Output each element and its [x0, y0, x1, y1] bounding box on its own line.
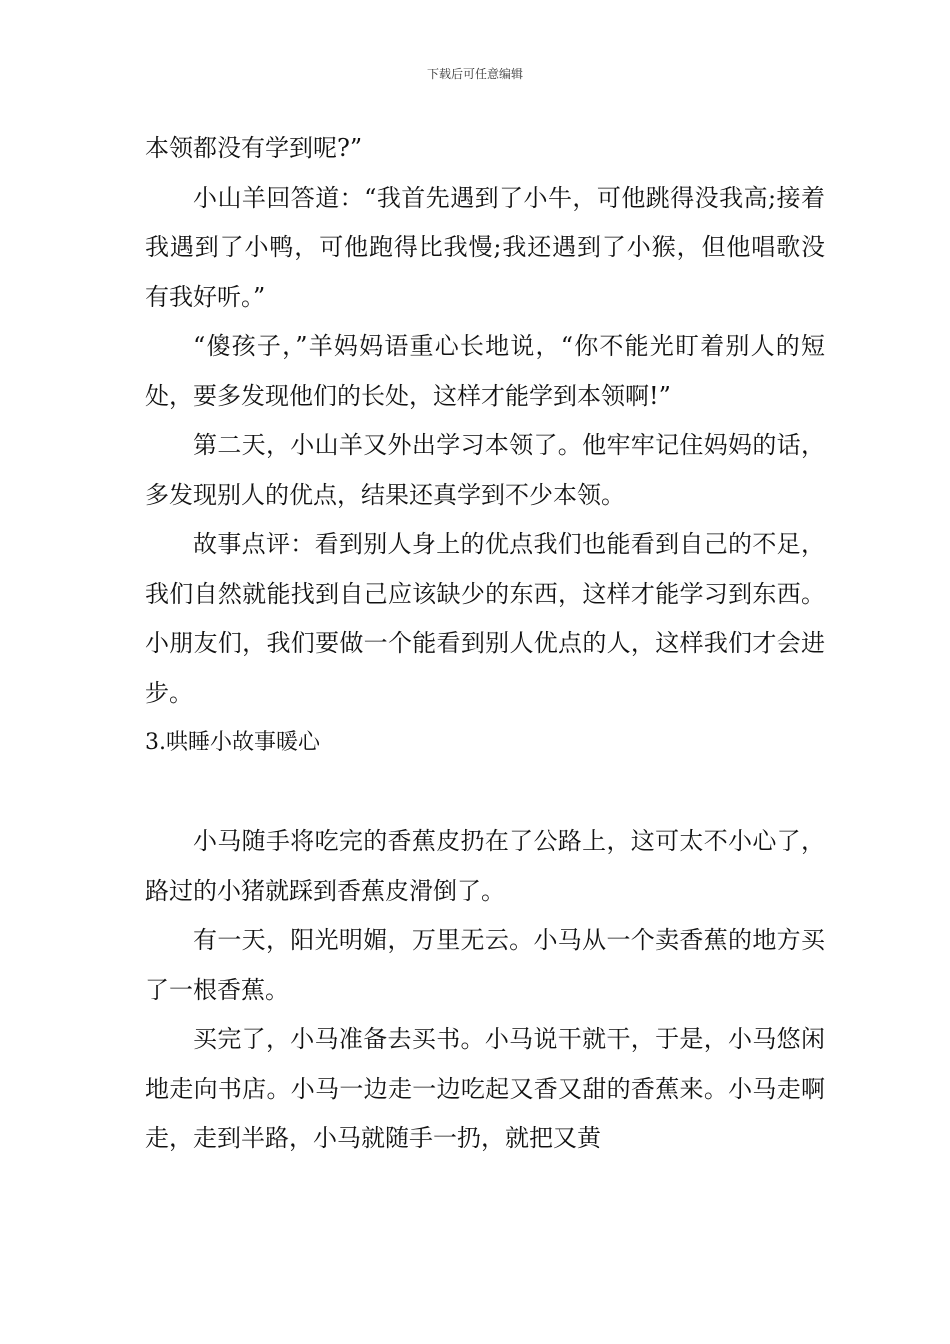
paragraph-continuation: 本领都没有学到呢?”	[145, 134, 363, 162]
blank-line	[145, 768, 825, 818]
paragraph-goat-answer: 小山羊回答道：“我首先遇到了小牛，可他跳得没我高;接着我遇到了小鸭，可他跑得比我慢;我还遇到了小猴，但他唱歌没有我好听。”	[145, 183, 825, 311]
page-header: 下载后可任意编辑	[426, 67, 523, 81]
paragraph-sunny-day: 有一天，阳光明媚，万里无云。小马从一个卖香蕉的地方买了一根香蕉。	[145, 926, 825, 1004]
paragraph-story-comment: 故事点评：看到别人身上的优点我们也能看到自己的不足，我们自然就能找到自己应该缺少的东西，这样才能学习到东西。小朋友们，我们要做一个能看到别人优点的人，这样我们才会进步。	[145, 530, 825, 707]
paragraph-buy-book: 买完了，小马准备去买书。小马说干就干，于是，小马悠闲地走向书店。小马一边走一边吃起又香又甜的香蕉来。小马走啊走，走到半路，小马就随手一扔，就把又黄	[145, 1025, 825, 1152]
paragraph-next-day: 第二天，小山羊又外出学习本领了。他牢牢记住妈妈的话，多发现别人的优点，结果还真学到不少本领。	[145, 431, 825, 509]
section-heading: 3.哄睡小故事暖心	[145, 730, 320, 755]
paragraph-mother-advice: “傻孩子，”羊妈妈语重心长地说，“你不能光盯着别人的短处，要多发现他们的长处，这样才能学到本领啊!”	[145, 332, 825, 410]
document-body	[145, 124, 825, 1164]
paragraph-banana-peel: 小马随手将吃完的香蕉皮扔在了公路上，这可太不小心了，路过的小猪就踩到香蕉皮滑倒了。	[145, 827, 825, 905]
